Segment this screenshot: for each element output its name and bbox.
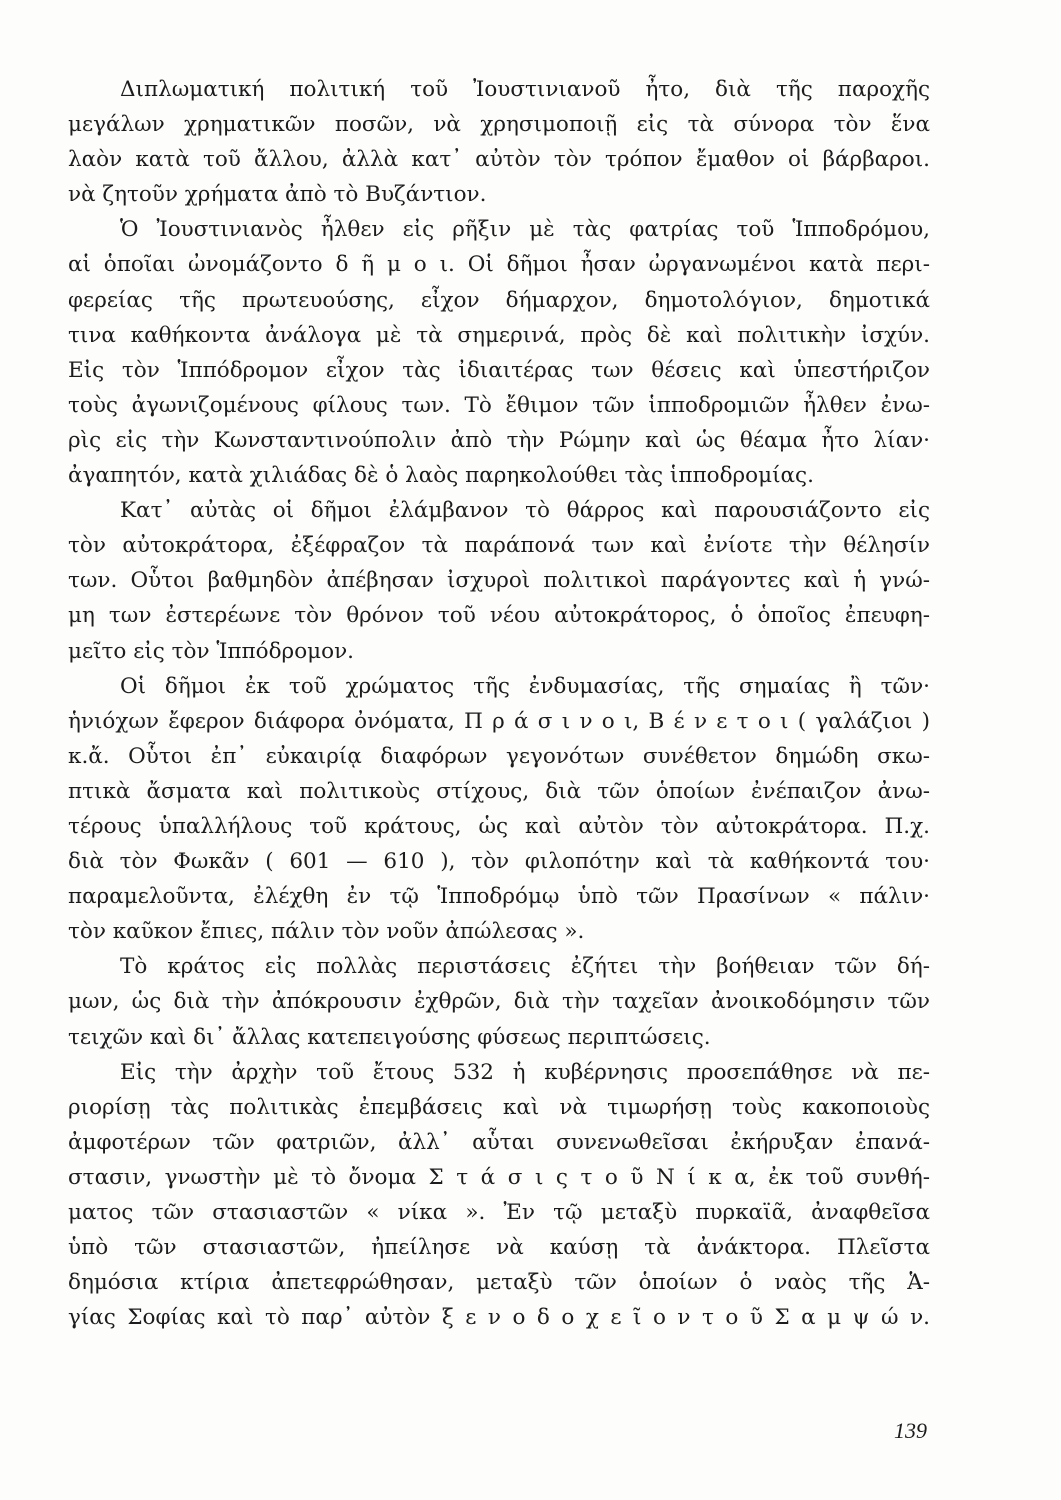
text-line: Οἱ δῆμοι ἐκ τοῦ χρώματος τῆς ἐνδυμασίας, τῆς σημαίας ἢ τῶν· xyxy=(120,673,930,699)
text-line: μεγάλων χρηματικῶν ποσῶν, νὰ χρησιμοποιῇ εἰς τὰ σύνορα τὸν ἕνα xyxy=(68,112,930,138)
text-line: Διπλωματική πολιτική τοῦ Ἰουστινιανοῦ ἦτο, διὰ τῆς παροχῆς xyxy=(120,77,930,102)
text-line: τὸν αὐτοκράτορα, ἐξέφραζον τὰ παράπονά των καὶ ἐνίοτε τὴν θέλησίν xyxy=(68,533,930,559)
text-line: ἀγαπητόν, κατὰ χιλιάδας δὲ ὁ λαὸς παρηκολούθει τὰς ἱπποδρομίας. xyxy=(68,463,814,489)
text-line: λαὸν κατὰ τοῦ ἄλλου, ἀλλὰ κατ᾽ αὐτὸν τὸν τρόπον ἔμαθον οἱ βάρβαροι. xyxy=(68,147,930,173)
text-line: Ὁ Ἰουστινιανὸς ἦλθεν εἰς ρῆξιν μὲ τὰς φατρίας τοῦ Ἱπποδρόμου, xyxy=(120,217,930,243)
text-line: κ.ἄ. Οὗτοι ἐπ᾽ εὐκαιρίᾳ διαφόρων γεγονότων συνέθετον δημώδη σκω- xyxy=(68,743,930,769)
text-line: ριορίσῃ τὰς πολιτικὰς ἐπεμβάσεις καὶ νὰ τιμωρήσῃ τοὺς κακοποιοὺς xyxy=(68,1094,930,1120)
text-line: πτικὰ ἄσματα καὶ πολιτικοὺς στίχους, διὰ τῶν ὁποίων ἐνέπαιζον ἀνω- xyxy=(68,778,930,804)
text-line: τὸν καῦκον ἔπιες, πάλιν τὸν νοῦν ἀπώλεσας ». xyxy=(68,919,585,945)
text-line: Εἰς τὴν ἀρχὴν τοῦ ἔτους 532 ἡ κυβέρνησις προσεπάθησε νὰ πε- xyxy=(120,1059,930,1085)
text-line: νὰ ζητοῦν χρήματα ἀπὸ τὸ Βυζάντιον. xyxy=(68,182,487,208)
text-line: ρὶς εἰς τὴν Κωνσταντινούπολιν ἀπὸ τὴν Ρώμην καὶ ὡς θέαμα ἦτο λίαν· xyxy=(68,427,930,453)
text-line: ματος τῶν στασιαστῶν « νίκα ». Ἐν τῷ μεταξὺ πυρκαϊᾶ, ἀναφθεῖσα xyxy=(68,1200,930,1225)
text-line: Εἰς τὸν Ἱππόδρομον εἶχον τὰς ἰδιαιτέρας των θέσεις καὶ ὑπεστήριζον xyxy=(68,357,930,383)
text-line: των. Οὗτοι βαθμηδὸν ἀπέβησαν ἰσχυροὶ πολιτικοὶ παράγοντες καὶ ἡ γνώ- xyxy=(68,568,930,594)
text-line: τέρους ὑπαλλήλους τοῦ κράτους, ὡς καὶ αὐτὸν τὸν αὐτοκράτορα. Π.χ. xyxy=(68,813,930,839)
text-line: παραμελοῦντα, ἐλέχθη ἐν τῷ Ἱπποδρόμῳ ὑπὸ τῶν Πρασίνων « πάλιν· xyxy=(68,884,930,910)
text-line: μεῖτο εἰς τὸν Ἱππόδρομον. xyxy=(68,638,354,664)
text-line: Κατ᾽ αὐτὰς οἱ δῆμοι ἐλάμβανον τὸ θάρρος καὶ παρουσιάζοντο εἰς xyxy=(120,498,930,524)
text-line: ὑπὸ τῶν στασιαστῶν, ἠπείλησε νὰ καύσῃ τὰ ἀνάκτορα. Πλεῖστα xyxy=(68,1235,930,1261)
text-line: αἱ ὁποῖαι ὠνομάζοντο δ ῆ μ ο ι. Οἱ δῆμοι ἦσαν ὠργανωμένοι κατὰ περι- xyxy=(68,252,930,278)
text-line: ἡνιόχων ἔφερον διάφορα ὀνόματα, Π ρ ά σ ι ν ο ι, Β έ ν ε τ ο ι ( γαλάζιοι ) xyxy=(68,708,930,734)
text-line: δημόσια κτίρια ἀπετεφρώθησαν, μεταξὺ τῶν ὁποίων ὁ ναὸς τῆς Ἁ- xyxy=(68,1270,930,1296)
text-line: Τὸ κράτος εἰς πολλὰς περιστάσεις ἐζήτει τὴν βοήθειαν τῶν δή- xyxy=(120,954,930,980)
text-line: φερείας τῆς πρωτευούσης, εἶχον δήμαρχον, δημοτολόγιον, δημοτικά xyxy=(68,287,930,313)
text-line: τοὺς ἀγωνιζομένους φίλους των. Τὸ ἔθιμον τῶν ἱπποδρομιῶν ἦλθεν ἐνω- xyxy=(68,392,930,418)
text-line: γίας Σοφίας καὶ τὸ παρ᾽ αὐτὸν ξ ε ν ο δ ο χ ε ῖ ο ν τ ο ῦ Σ α μ ψ ώ ν. xyxy=(68,1305,930,1331)
text-line: διὰ τὸν Φωκᾶν ( 601 — 610 ), τὸν φιλοπότην καὶ τὰ καθήκοντά του· xyxy=(68,849,930,875)
body-text xyxy=(68,72,930,1335)
text-line: μων, ὡς διὰ τὴν ἀπόκρουσιν ἐχθρῶν, διὰ τὴν ταχεῖαν ἀνοικοδόμησιν τῶν xyxy=(68,989,930,1015)
text-line: τειχῶν καὶ δι᾽ ἄλλας κατεπειγούσης φύσεως περιπτώσεις. xyxy=(68,1024,711,1050)
text-line: τινα καθήκοντα ἀνάλογα μὲ τὰ σημερινά, πρὸς δὲ καὶ πολιτικὴν ἰσχύν. xyxy=(68,322,930,348)
text-line: ἀμφοτέρων τῶν φατριῶν, ἀλλ᾽ αὗται συνενωθεῖσαι ἐκήρυξαν ἐπανά- xyxy=(68,1129,930,1155)
text-line: στασιν, γνωστὴν μὲ τὸ ὄνομα Σ τ ά σ ι ς τ ο ῦ Ν ί κ α, ἐκ τοῦ συνθή- xyxy=(68,1164,930,1190)
page-number: 139 xyxy=(894,1418,927,1443)
text-line: μη των ἐστερέωνε τὸν θρόνον τοῦ νέου αὐτοκράτορος, ὁ ὁποῖος ἐπευφη- xyxy=(68,603,930,629)
